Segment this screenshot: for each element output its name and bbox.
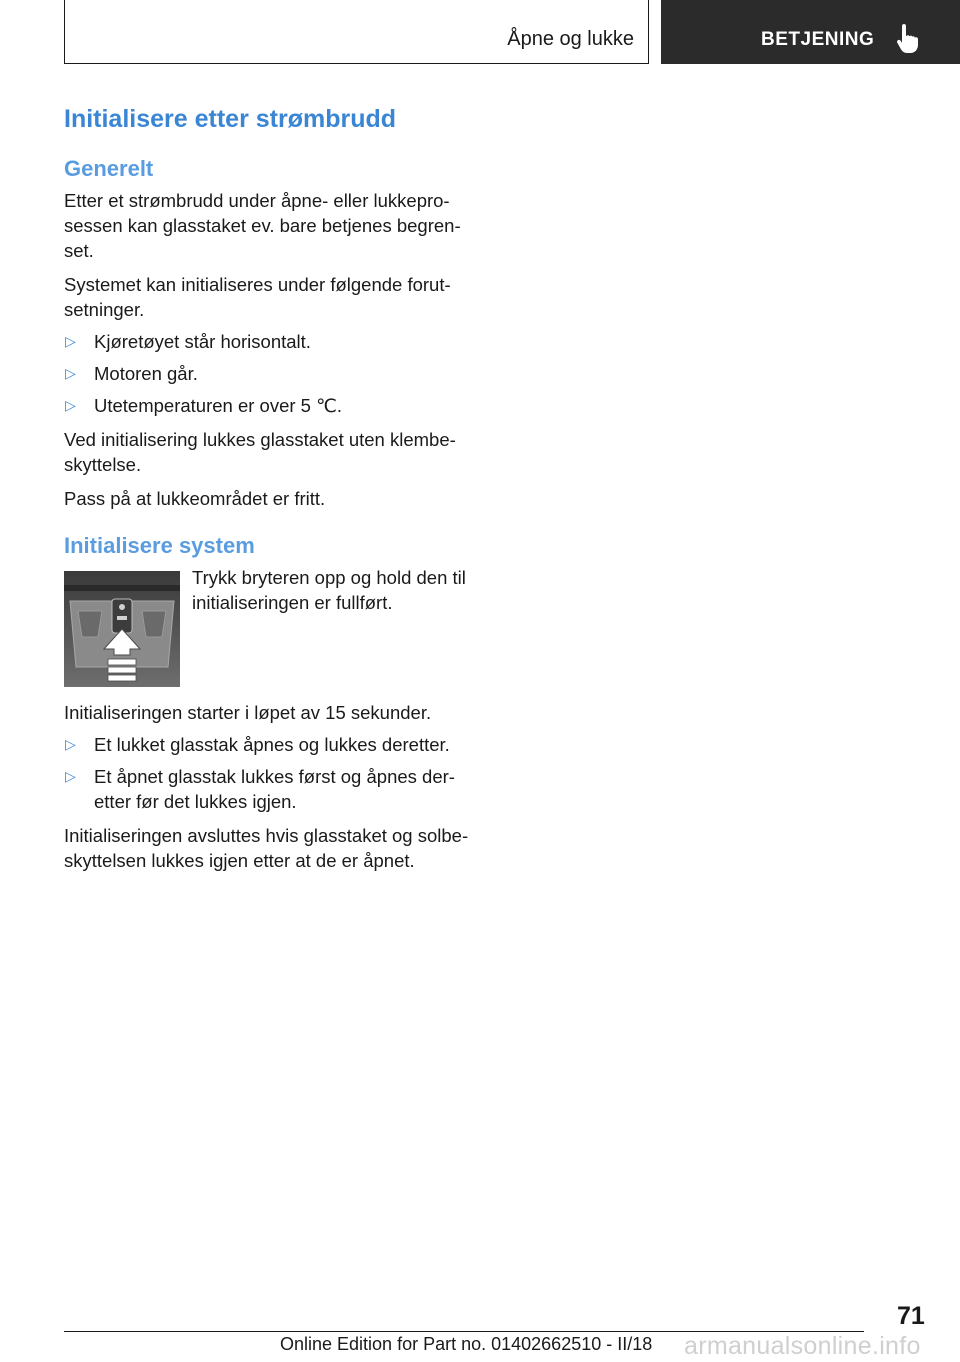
page-number: 71 xyxy=(897,1302,925,1330)
list-item: ▷ Kjøretøyet står horisontalt. xyxy=(65,331,311,352)
pointing-hand-icon xyxy=(895,24,921,54)
section-title: Åpne og lukke xyxy=(507,28,634,50)
list-item: ▷ Et lukket glasstak åpnes og lukkes deretter. xyxy=(65,734,450,755)
general-paragraph-3: Ved initialisering lukkes glasstaket uten klembe-skyttelse. xyxy=(64,429,456,475)
roof-switch-illustration xyxy=(64,571,180,687)
header-chapter-tab xyxy=(661,0,960,64)
system-paragraph-2: Initialiseringen avsluttes hvis glasstaket og solbe-skyttelsen lukkes igjen etter at de er åpnet. xyxy=(64,825,469,871)
bullet-triangle-icon: ▷ xyxy=(65,397,76,413)
figure-caption-text: Trykk bryteren opp og hold den til initialiseringen er fullført. xyxy=(192,567,466,613)
page-title: Initialisere etter strømbrudd xyxy=(64,105,397,133)
bullet-triangle-icon: ▷ xyxy=(65,365,76,381)
bullet-triangle-icon: ▷ xyxy=(65,333,76,349)
list-item: ▷ Motoren går. xyxy=(65,363,198,384)
list-item: ▷ Et åpnet glasstak lukkes først og åpnes der-etter før det lukkes igjen. xyxy=(65,766,455,812)
figure-row xyxy=(64,565,480,691)
bullet-triangle-icon: ▷ xyxy=(65,768,76,784)
header-section-box xyxy=(64,0,649,64)
general-paragraph-2: Systemet kan initialiseres under følgende forut-setninger. xyxy=(64,274,451,320)
system-paragraph-1: Initialiseringen starter i løpet av 15 sekunder. xyxy=(64,702,432,723)
list-item: ▷ Utetemperaturen er over 5 ℃. xyxy=(65,395,343,416)
bullet-triangle-icon: ▷ xyxy=(65,736,76,752)
general-paragraph-4: Pass på at lukkeområdet er fritt. xyxy=(64,488,326,509)
watermark-text: armanualsonline.info xyxy=(684,1332,921,1360)
edition-text: Online Edition for Part no. 01402662510 - II/18 xyxy=(280,1334,653,1354)
steps-list xyxy=(64,732,480,814)
content-column xyxy=(64,100,480,873)
general-paragraph-1: Etter et strømbrudd under åpne- eller lukkepro-sessen kan glasstaket ev. bare betjenes begren-set. xyxy=(64,190,461,261)
general-heading: Generelt xyxy=(64,156,154,181)
system-heading: Initialisere system xyxy=(64,533,255,558)
chapter-label: BETJENING xyxy=(761,29,875,50)
conditions-list xyxy=(64,329,480,418)
